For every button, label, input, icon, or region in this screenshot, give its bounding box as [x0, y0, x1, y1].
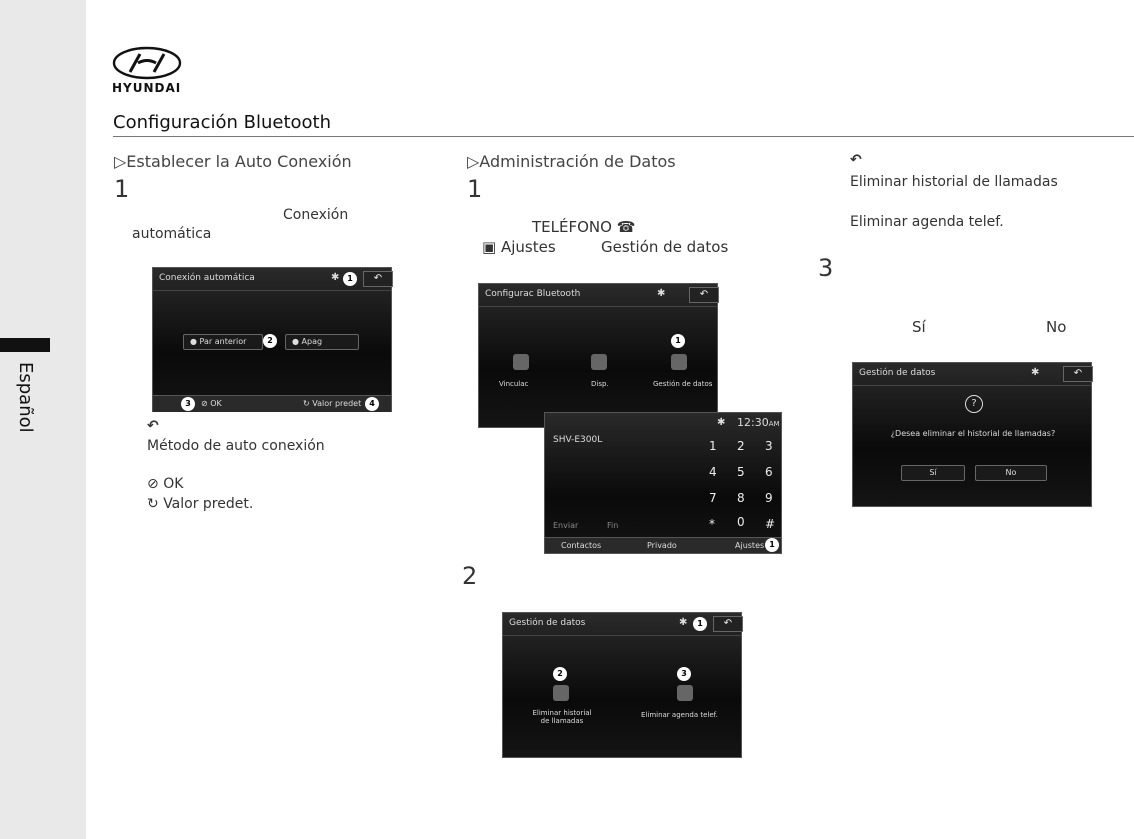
- sidebar-language-label: Español: [15, 362, 36, 433]
- col3-no: No: [1046, 318, 1067, 336]
- bluetooth-icon: ✱: [657, 288, 666, 299]
- bluetooth-icon: ✱: [1031, 367, 1040, 378]
- enviar-button[interactable]: [553, 521, 578, 530]
- key-1[interactable]: 1: [709, 439, 717, 453]
- screen-header: [503, 613, 741, 636]
- step-marker-icon: 1: [765, 538, 779, 552]
- eliminar-agenda-button[interactable]: Eliminar agenda telef.: [641, 711, 718, 719]
- folder-icon[interactable]: [671, 354, 687, 370]
- reset-label: Valor predet: [312, 399, 362, 408]
- screen-auto-connect: [152, 267, 392, 412]
- step-marker-icon: 3: [181, 397, 195, 411]
- bottom-bar: [153, 395, 391, 412]
- col1-ok-item: ⊘ OK: [147, 476, 184, 492]
- back-symbol-icon: ↶: [850, 152, 862, 168]
- ok-item-label: OK: [163, 476, 184, 492]
- step-marker-icon: 4: [365, 397, 379, 411]
- telefono-label: TELÉFONO: [532, 218, 612, 236]
- back-button[interactable]: ↶: [689, 287, 719, 303]
- privado-tab[interactable]: Privado: [647, 541, 677, 550]
- col3-si: Sí: [912, 318, 926, 336]
- col1-step-1: 1: [114, 175, 130, 203]
- step-marker-icon: 1: [671, 334, 685, 348]
- fin-label: Fin: [607, 521, 619, 530]
- key-0[interactable]: 0: [737, 515, 745, 529]
- eliminar-historial-label: Eliminar historial: [532, 709, 592, 717]
- eliminar-historial-button[interactable]: [527, 709, 597, 725]
- question-icon: ?: [965, 395, 983, 413]
- enviar-label: Enviar: [553, 521, 579, 530]
- key-2[interactable]: 2: [737, 439, 745, 453]
- screen-header: [479, 284, 717, 307]
- col1-text-conexion: Conexión: [283, 207, 349, 223]
- col1-text-automatica: automática: [132, 226, 212, 242]
- col2-step-1: 1: [467, 175, 483, 203]
- screen-bluetooth-config: [478, 283, 718, 428]
- screen-confirm-delete: [852, 362, 1092, 507]
- step-marker-icon: 1: [693, 617, 707, 631]
- key-hash[interactable]: #: [765, 517, 776, 531]
- col3-eliminar-historial: Eliminar historial de llamadas: [850, 174, 1058, 190]
- hyundai-logo: [112, 46, 182, 80]
- bluetooth-icon: ✱: [679, 617, 688, 628]
- step-marker-icon: 2: [553, 667, 567, 681]
- screen-title: Gestión de datos: [509, 618, 586, 628]
- col1-reset-item: ↻ Valor predet.: [147, 496, 254, 512]
- key-5[interactable]: 5: [737, 465, 745, 479]
- section-title: Configuración Bluetooth: [113, 112, 332, 133]
- option-label: Apag: [301, 337, 323, 346]
- device-name: SHV-E300L: [553, 435, 603, 445]
- ajustes-label: Ajustes: [500, 238, 556, 256]
- vinculac-label: Vinculac: [499, 380, 529, 388]
- fin-button[interactable]: [607, 521, 618, 530]
- no-button[interactable]: No: [975, 465, 1047, 481]
- back-button[interactable]: ↶: [713, 616, 743, 632]
- confirm-question: ¿Desea eliminar el historial de llamadas?: [890, 429, 1056, 438]
- ajustes-tab[interactable]: Ajustes: [735, 541, 765, 550]
- col2-telefono: [532, 218, 635, 236]
- col3-step-3: 3: [818, 254, 834, 282]
- screen-phone: [544, 412, 782, 554]
- key-8[interactable]: 8: [737, 491, 745, 505]
- clock-ampm: AM: [768, 420, 780, 428]
- option-par-anterior[interactable]: ● Par anterior: [183, 334, 263, 350]
- clock-time: 12:30: [737, 416, 769, 429]
- screen-title: Conexión automática: [159, 273, 255, 283]
- reset-item-label: Valor predet.: [163, 496, 254, 512]
- col2-gestion: Gestión de datos: [601, 238, 729, 256]
- key-7[interactable]: 7: [709, 491, 717, 505]
- brand-wordmark: HYUNDAI: [112, 81, 182, 95]
- step-marker-icon: 1: [343, 272, 357, 286]
- back-button[interactable]: ↶: [363, 271, 393, 287]
- back-button[interactable]: ↶: [1063, 366, 1093, 382]
- si-button[interactable]: Sí: [901, 465, 965, 481]
- option-apag[interactable]: ● Apag: [285, 334, 359, 350]
- screen-gestion-datos: [502, 612, 742, 758]
- col2-ajustes: [482, 238, 556, 256]
- screen-header: [853, 363, 1091, 386]
- col1-heading: ▷Establecer la Auto Conexión: [114, 152, 352, 171]
- bluetooth-icon: ✱: [331, 272, 340, 283]
- ok-button[interactable]: ⊘ OK: [201, 399, 222, 408]
- bluetooth-icon: ✱: [717, 417, 726, 428]
- eliminar-historial-label-2: de llamadas: [540, 717, 584, 725]
- screen-header: [153, 268, 391, 291]
- key-star[interactable]: *: [709, 517, 715, 531]
- phone-icon: ☎: [616, 218, 636, 236]
- contacts-delete-icon[interactable]: [677, 685, 693, 701]
- key-4[interactable]: 4: [709, 465, 717, 479]
- reset-button[interactable]: ↻ Valor predet: [303, 399, 362, 408]
- contactos-tab[interactable]: Contactos: [561, 541, 602, 550]
- gestion-label: Gestión de datos: [653, 380, 713, 388]
- settings-icon: ▣: [482, 238, 497, 256]
- col2-heading: ▷Administración de Datos: [467, 152, 676, 171]
- step-marker-icon: 3: [677, 667, 691, 681]
- sidebar-tab-marker: [0, 338, 50, 352]
- col3-eliminar-agenda: Eliminar agenda telef.: [850, 214, 1004, 230]
- screen-title: Gestión de datos: [859, 368, 936, 378]
- key-6[interactable]: 6: [765, 465, 773, 479]
- option-label: Par anterior: [199, 337, 247, 346]
- back-symbol-icon: ↶: [147, 418, 159, 434]
- vinculac-icon[interactable]: [513, 354, 529, 370]
- disp-label: Disp.: [591, 380, 609, 388]
- key-9[interactable]: 9: [765, 491, 773, 505]
- step-marker-icon: 2: [263, 334, 277, 348]
- call-history-icon[interactable]: [553, 685, 569, 701]
- screen-title: Configurac Bluetooth: [485, 289, 581, 299]
- disp-icon[interactable]: [591, 354, 607, 370]
- clock: [737, 416, 780, 429]
- col2-step-2: 2: [462, 562, 478, 590]
- col1-method-label: Método de auto conexión: [147, 438, 325, 454]
- key-3[interactable]: 3: [765, 439, 773, 453]
- ok-label: OK: [210, 399, 222, 408]
- title-divider: [113, 136, 1134, 137]
- phone-bottom-bar: [545, 537, 781, 553]
